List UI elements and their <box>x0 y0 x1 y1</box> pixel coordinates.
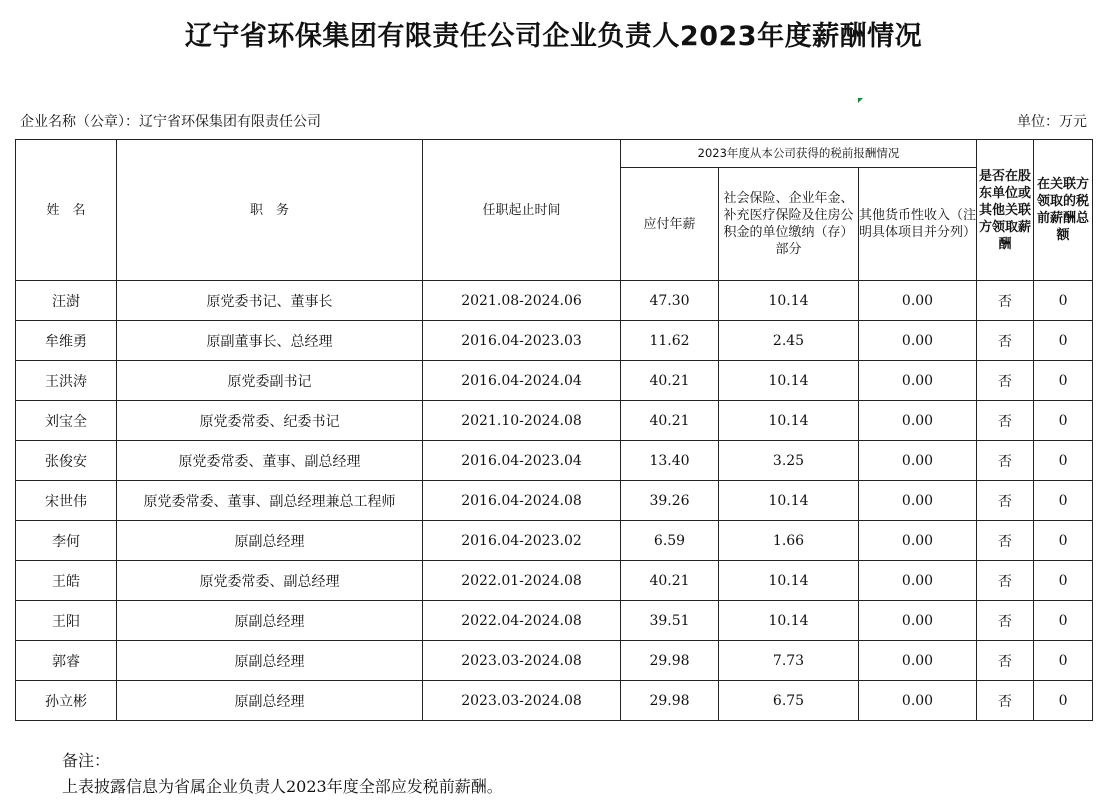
cell-position: 原党委书记、董事长 <box>117 281 423 321</box>
cell-other: 0.00 <box>859 321 977 361</box>
cell-related: 0 <box>1034 281 1093 321</box>
cell-term: 2016.04-2024.08 <box>423 481 621 521</box>
cell-other: 0.00 <box>859 681 977 721</box>
cell-other: 0.00 <box>859 561 977 601</box>
cell-name: 汪澍 <box>16 281 117 321</box>
page-title: 辽宁省环保集团有限责任公司企业负责人2023年度薪酬情况 <box>184 21 923 52</box>
cell-related: 0 <box>1034 481 1093 521</box>
cell-other: 0.00 <box>859 481 977 521</box>
cell-name: 牟维勇 <box>16 321 117 361</box>
cell-salary: 11.62 <box>621 321 719 361</box>
header-other: 其他货币性收入（注明具体项目并分列） <box>859 168 977 281</box>
cell-insurance: 10.14 <box>719 481 859 521</box>
header-position: 职 务 <box>117 140 423 281</box>
cell-shareholder: 否 <box>977 561 1034 601</box>
cell-shareholder: 否 <box>977 281 1034 321</box>
cell-other: 0.00 <box>859 361 977 401</box>
cell-insurance: 10.14 <box>719 561 859 601</box>
cell-shareholder: 否 <box>977 681 1034 721</box>
unit-label: 单位：万元 <box>1017 114 1087 130</box>
cell-name: 郭睿 <box>16 641 117 681</box>
cell-shareholder: 否 <box>977 361 1034 401</box>
cell-position: 原党委副书记 <box>117 361 423 401</box>
cell-salary: 40.21 <box>621 401 719 441</box>
cell-other: 0.00 <box>859 281 977 321</box>
cell-term: 2022.04-2024.08 <box>423 601 621 641</box>
notes <box>62 748 503 800</box>
table-row <box>16 681 1093 721</box>
cell-insurance: 10.14 <box>719 601 859 641</box>
cell-name: 王阳 <box>16 601 117 641</box>
notes-text: 上表披露信息为省属企业负责人2023年度全部应发税前薪酬。 <box>62 777 503 796</box>
cell-insurance: 2.45 <box>719 321 859 361</box>
cell-name: 刘宝全 <box>16 401 117 441</box>
cell-salary: 13.40 <box>621 441 719 481</box>
cell-salary: 40.21 <box>621 361 719 401</box>
header-term: 任职起止时间 <box>423 140 621 281</box>
table-row <box>16 561 1093 601</box>
cell-shareholder: 否 <box>977 401 1034 441</box>
cell-shareholder: 否 <box>977 321 1034 361</box>
corner-mark <box>858 98 863 103</box>
cell-related: 0 <box>1034 641 1093 681</box>
cell-related: 0 <box>1034 441 1093 481</box>
cell-position: 原副总经理 <box>117 681 423 721</box>
cell-name: 张俊安 <box>16 441 117 481</box>
cell-shareholder: 否 <box>977 481 1034 521</box>
cell-insurance: 10.14 <box>719 401 859 441</box>
cell-term: 2021.08-2024.06 <box>423 281 621 321</box>
cell-salary: 39.26 <box>621 481 719 521</box>
notes-label: 备注： <box>62 751 111 770</box>
cell-salary: 6.59 <box>621 521 719 561</box>
table-row <box>16 521 1093 561</box>
cell-term: 2016.04-2024.04 <box>423 361 621 401</box>
table-row <box>16 361 1093 401</box>
cell-term: 2023.03-2024.08 <box>423 681 621 721</box>
cell-other: 0.00 <box>859 521 977 561</box>
cell-term: 2016.04-2023.04 <box>423 441 621 481</box>
cell-related: 0 <box>1034 521 1093 561</box>
cell-position: 原副总经理 <box>117 601 423 641</box>
cell-related: 0 <box>1034 561 1093 601</box>
cell-related: 0 <box>1034 321 1093 361</box>
cell-position: 原党委常委、副总经理 <box>117 561 423 601</box>
cell-other: 0.00 <box>859 401 977 441</box>
cell-term: 2023.03-2024.08 <box>423 641 621 681</box>
cell-insurance: 3.25 <box>719 441 859 481</box>
table-row <box>16 401 1093 441</box>
cell-insurance: 10.14 <box>719 281 859 321</box>
cell-position: 原党委常委、纪委书记 <box>117 401 423 441</box>
table-row <box>16 481 1093 521</box>
cell-shareholder: 否 <box>977 601 1034 641</box>
cell-insurance: 6.75 <box>719 681 859 721</box>
table-row <box>16 641 1093 681</box>
cell-salary: 29.98 <box>621 681 719 721</box>
cell-related: 0 <box>1034 401 1093 441</box>
cell-other: 0.00 <box>859 601 977 641</box>
cell-name: 宋世伟 <box>16 481 117 521</box>
salary-table <box>15 139 1093 721</box>
header-insurance: 社会保险、企业年金、补充医疗保险及住房公积金的单位缴纳（存）部分 <box>719 168 859 281</box>
cell-related: 0 <box>1034 681 1093 721</box>
header-shareholder: 是否在股东单位或其他关联方领取薪酬 <box>977 140 1034 281</box>
cell-position: 原党委常委、董事、副总经理 <box>117 441 423 481</box>
header-salary: 应付年薪 <box>621 168 719 281</box>
table-row <box>16 321 1093 361</box>
cell-shareholder: 否 <box>977 441 1034 481</box>
cell-term: 2021.10-2024.08 <box>423 401 621 441</box>
cell-position: 原党委常委、董事、副总经理兼总工程师 <box>117 481 423 521</box>
cell-shareholder: 否 <box>977 641 1034 681</box>
cell-position: 原副总经理 <box>117 641 423 681</box>
cell-related: 0 <box>1034 361 1093 401</box>
cell-other: 0.00 <box>859 441 977 481</box>
header-group: 2023年度从本公司获得的税前报酬情况 <box>621 140 977 168</box>
table-row <box>16 601 1093 641</box>
cell-other: 0.00 <box>859 641 977 681</box>
cell-name: 孙立彬 <box>16 681 117 721</box>
table-row <box>16 441 1093 481</box>
cell-name: 李何 <box>16 521 117 561</box>
cell-term: 2016.04-2023.03 <box>423 321 621 361</box>
cell-salary: 39.51 <box>621 601 719 641</box>
cell-insurance: 10.14 <box>719 361 859 401</box>
header-related: 在关联方领取的税前薪酬总额 <box>1034 140 1093 281</box>
cell-salary: 47.30 <box>621 281 719 321</box>
cell-shareholder: 否 <box>977 521 1034 561</box>
company-label: 企业名称（公章）：辽宁省环保集团有限责任公司 <box>20 114 321 130</box>
cell-name: 王皓 <box>16 561 117 601</box>
cell-position: 原副董事长、总经理 <box>117 321 423 361</box>
header-name: 姓 名 <box>16 140 117 281</box>
cell-insurance: 1.66 <box>719 521 859 561</box>
cell-term: 2022.01-2024.08 <box>423 561 621 601</box>
cell-insurance: 7.73 <box>719 641 859 681</box>
cell-salary: 40.21 <box>621 561 719 601</box>
cell-name: 王洪涛 <box>16 361 117 401</box>
table-row <box>16 281 1093 321</box>
cell-term: 2016.04-2023.02 <box>423 521 621 561</box>
cell-position: 原副总经理 <box>117 521 423 561</box>
cell-salary: 29.98 <box>621 641 719 681</box>
cell-related: 0 <box>1034 601 1093 641</box>
table-body <box>16 281 1093 721</box>
